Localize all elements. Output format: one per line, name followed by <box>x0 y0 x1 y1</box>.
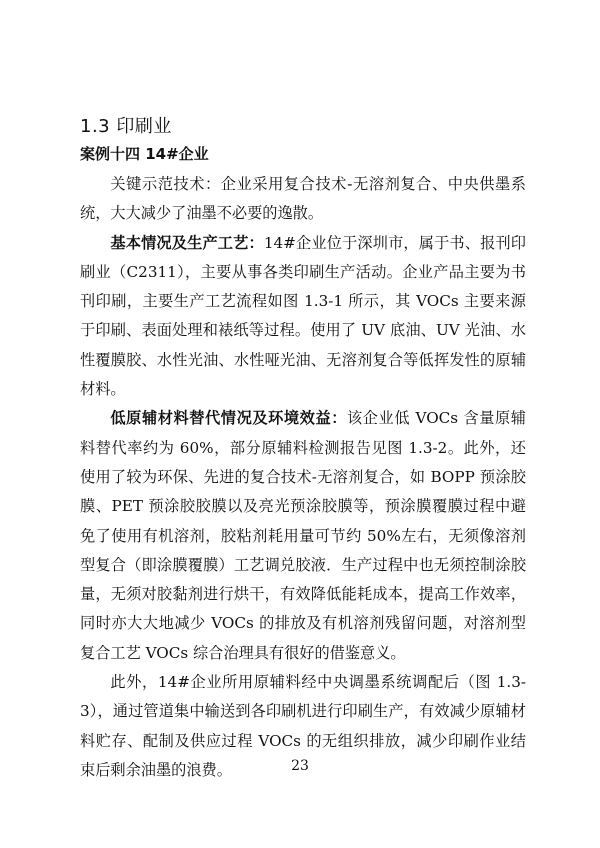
paragraph-substitution <box>80 404 526 668</box>
ink-system-text: 此外，14#企业所用原辅料经中央调墨系统调配后（图 1.3-3），通过管道集中输送到各印刷机进行印刷生产，有效减少原辅材料贮存、配制及供应过程 VOCs 的无组织排放，减少印刷作业结束后剩余油墨的浪费。 <box>80 673 526 779</box>
paragraph-key-technology <box>80 170 526 229</box>
basic-info-text: 14#企业位于深圳市，属于书、报刊印刷业（C2311），主要从事各类印刷生产活动。企业产品主要为书刊印刷，主要生产工艺流程如图 1.3-1 所示，其 VOCs 主要来源于印刷、表面处理和裱纸等过程。使用了 UV 底油、UV 光油、水性覆膜胶、水性光油、水性哑光油、无溶剂复合等低挥发性的原辅材料。 <box>80 233 526 399</box>
paragraph-basic-info <box>80 229 526 405</box>
section-heading: 1.3 印刷业 <box>80 116 172 137</box>
body-text <box>80 170 526 785</box>
basic-info-lead: 基本情况及生产工艺： <box>110 233 264 252</box>
key-technology-text: 关键示范技术：企业采用复合技术-无溶剂复合、中央供墨系统，大大减少了油墨不必要的逸散。 <box>80 175 526 223</box>
substitution-text: 该企业低 VOCs 含量原辅料替代率约为 60%，部分原辅料检测报告见图 1.3-2。此外，还使用了较为环保、先进的复合技术-无溶剂复合，如 BOPP 预涂胶膜、PET 预涂胶胶膜以及亮光预涂胶膜等，预涂膜覆膜过程中避免了使用有机溶剂，胶粘剂耗用量可节约 50%左右，无须像溶剂型复合（即涂膜覆膜）工艺调兑胶液．生产过程中也无须控制涂胶量，无须对胶黏剂进行烘干，有效降低能耗成本，提高工作效率，同时亦大大地减少 VOCs 的排放及有机溶剂残留问题，对溶剂型复合工艺 VOCs 综合治理具有很好的借鉴意义。 <box>80 409 526 662</box>
substitution-lead: 低原辅材料替代情况及环境效益： <box>110 409 347 428</box>
page-number: 23 <box>291 758 309 774</box>
case-heading: 案例十四 14#企业 <box>80 145 209 163</box>
